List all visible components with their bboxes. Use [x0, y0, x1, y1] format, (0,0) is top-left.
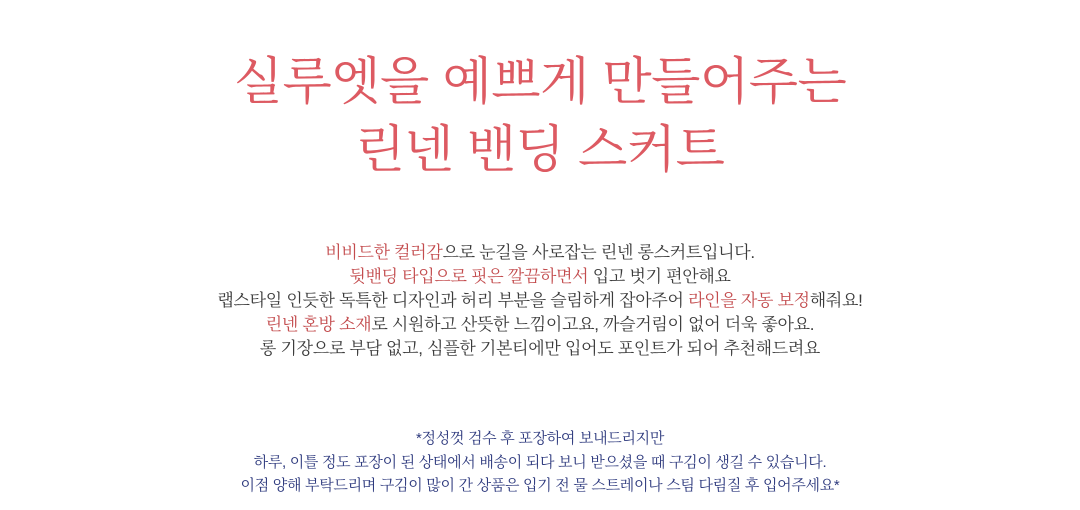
notice-line-1: *정성껏 검수 후 포장하여 보내드리지만 — [415, 430, 665, 447]
highlighted-text: 린넨 혼방 소재 — [265, 315, 372, 334]
body-text: 롱 기장으로 부담 없고, 심플한 기본티에만 입어도 포인트가 되어 추천해드려요 — [259, 339, 821, 358]
highlighted-text: 뒷밴딩 타입으로 핏은 깔끔하면서 — [349, 267, 589, 286]
description-line-4 — [0, 313, 1080, 337]
shipping-wrinkle-notice — [0, 427, 1080, 498]
title-line-1: 실루엣을 예쁘게 만들어주는 — [233, 53, 847, 110]
body-text: 으로 눈길을 사로잡는 린넨 롱스커트입니다. — [442, 243, 755, 262]
body-text: 입고 벗기 편안해요 — [588, 267, 731, 286]
notice-line-2: 하루, 이틀 정도 포장이 된 상태에서 배송이 되다 보니 받으셨을 때 구김이 생길 수 있습니다. — [253, 453, 827, 471]
body-text: 로 시원하고 산뜻한 느낌이고요, 까슬거림이 없어 더욱 좋아요. — [371, 315, 815, 334]
description-line-1 — [0, 241, 1080, 265]
page-title — [0, 0, 1080, 184]
description-line-2 — [0, 265, 1080, 289]
body-text: 해줘요! — [809, 291, 863, 310]
notice-line-3: 이점 양해 부탁드리며 구김이 많이 간 상품은 입기 전 물 스트레이나 스팀 다림질 후 입어주세요* — [240, 477, 840, 494]
title-line-2: 린넨 밴딩 스커트 — [355, 121, 725, 178]
description-line-3 — [0, 289, 1080, 313]
highlighted-text: 비비드한 컬러감 — [325, 243, 443, 262]
product-description — [0, 241, 1080, 361]
body-text: 랩스타일 인듯한 독특한 디자인과 허리 부분을 슬림하게 잡아주어 — [217, 291, 689, 310]
highlighted-text: 라인을 자동 보정 — [688, 291, 810, 310]
description-line-5 — [0, 337, 1080, 361]
